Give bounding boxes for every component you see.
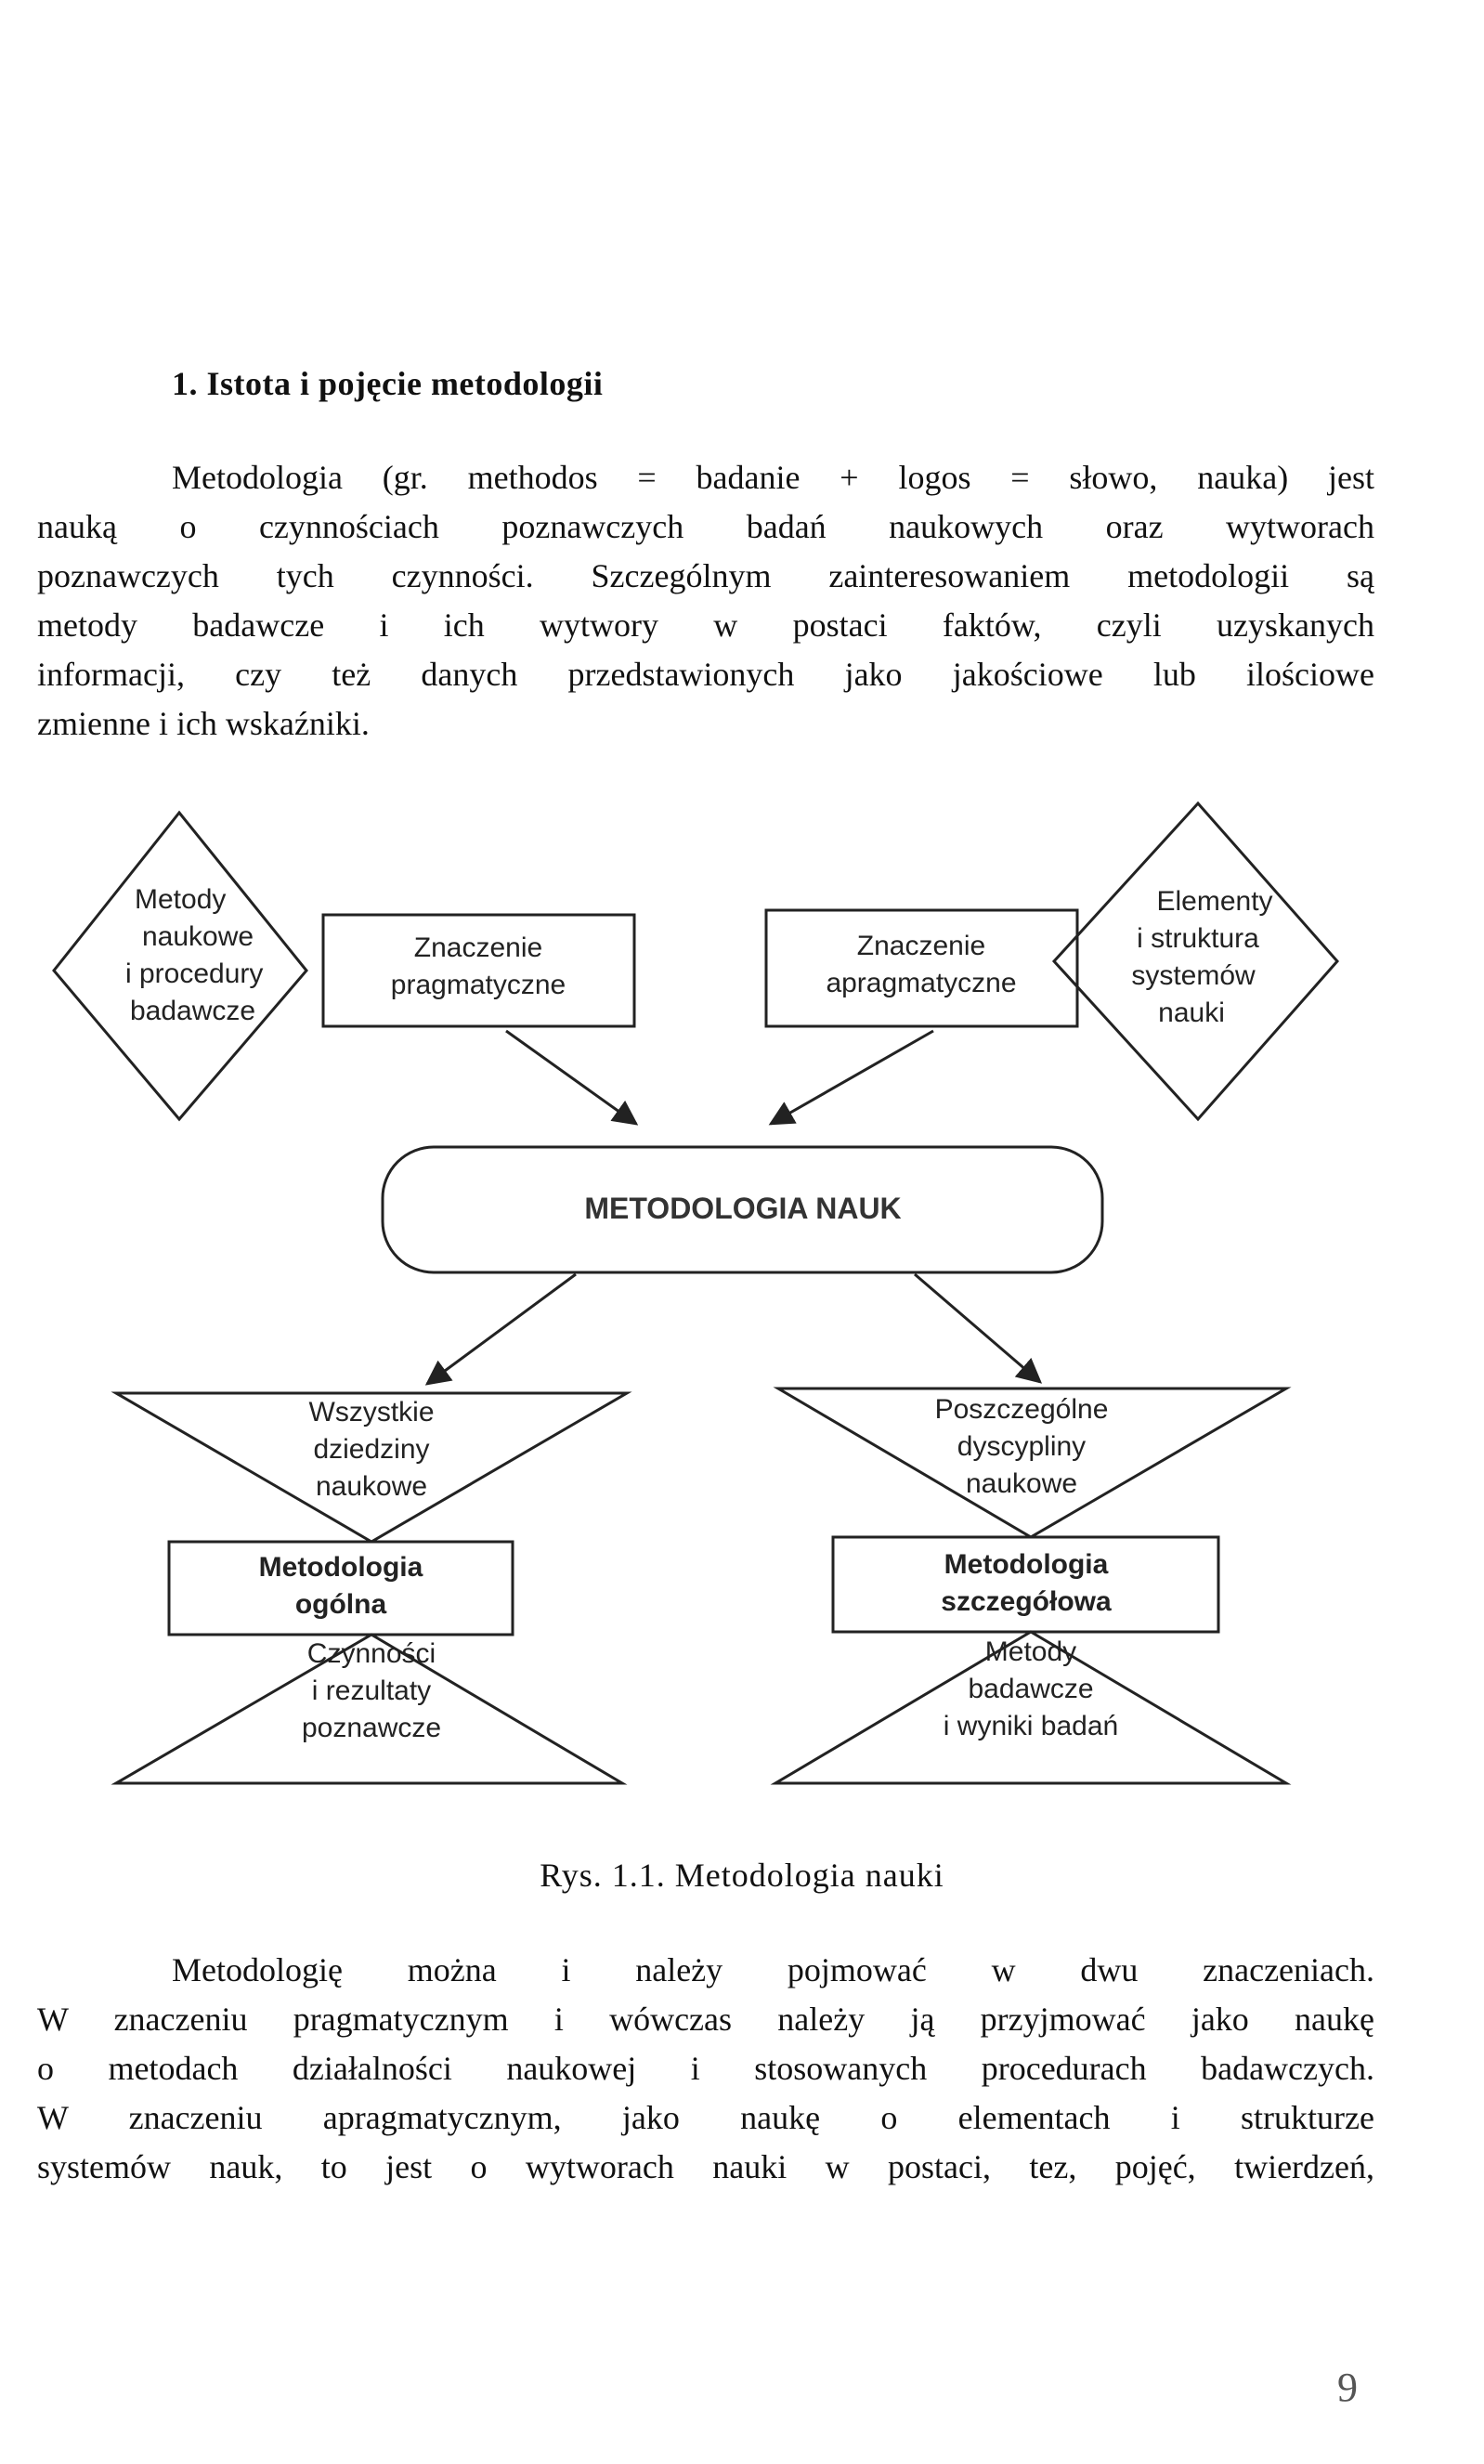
right-diamond-text: i struktura xyxy=(1137,923,1259,954)
paragraph-line: W znaczeniu pragmatycznym i wówczas należy ją przyjmować jako naukę xyxy=(37,2001,1374,2038)
right-bottom-triangle-text: badawcze xyxy=(968,1674,1094,1704)
left-diamond-text: naukowe xyxy=(142,921,254,952)
right-top-triangle-text: Poszczególne xyxy=(934,1394,1109,1425)
apragmatic-box-text: apragmatyczne xyxy=(826,968,1017,998)
left-bottom-triangle-text: poznawcze xyxy=(301,1713,442,1743)
arrow-pragmatic-to-center xyxy=(506,1031,636,1124)
pragmatic-box-text: pragmatyczne xyxy=(390,970,566,1000)
paragraph-line: informacji, czy też danych przedstawionych jako jakościowe lub ilościowe xyxy=(37,656,1374,693)
apragmatic-box-text: Znaczenie xyxy=(856,931,986,961)
right-diamond-text: systemów xyxy=(1131,960,1256,991)
section-heading: 1. Istota i pojęcie metodologii xyxy=(172,365,604,402)
right-diamond-text: nauki xyxy=(1158,997,1225,1028)
paragraph-line: W znaczeniu apragmatycznym, jako naukę o elementach i strukturze xyxy=(37,2099,1374,2136)
arrow-center-to-left xyxy=(427,1274,576,1384)
paragraph-line: zmienne i ich wskaźniki. xyxy=(37,705,370,742)
left-diamond-text: Metody xyxy=(135,884,227,915)
center-box-text: METODOLOGIA NAUK xyxy=(584,1192,902,1225)
right-box-text: szczegółowa xyxy=(941,1586,1112,1617)
figure-caption: Rys. 1.1. Metodologia nauki xyxy=(540,1857,944,1894)
arrow-center-to-right xyxy=(915,1274,1040,1382)
left-top-triangle-text: naukowe xyxy=(315,1471,428,1502)
left-diamond-text: badawcze xyxy=(130,996,256,1026)
pragmatic-box-text: Znaczenie xyxy=(413,932,543,963)
paragraph-line: nauką o czynnościach poznawczych badań naukowych oraz wytworach xyxy=(37,508,1374,545)
right-top-triangle-text: naukowe xyxy=(965,1468,1078,1499)
left-diamond-text: i procedury xyxy=(125,958,264,989)
left-bottom-triangle-text: Czynności xyxy=(306,1638,436,1669)
right-diamond-text: Elementy xyxy=(1156,886,1273,917)
paragraph-line: Metodologia (gr. methodos = badanie + logos = słowo, nauka) jest xyxy=(172,459,1374,496)
paragraph-line: metody badawcze i ich wytwory w postaci faktów, czyli uzyskanych xyxy=(37,606,1374,644)
body-paragraph xyxy=(37,1946,1374,2192)
left-box-text: ogólna xyxy=(294,1589,387,1620)
right-top-triangle-text: dyscypliny xyxy=(957,1431,1087,1462)
left-top-triangle-text: dziedziny xyxy=(313,1434,430,1465)
page-number: 9 xyxy=(1337,2365,1358,2410)
left-box-text: Metodologia xyxy=(258,1552,423,1583)
paragraph-line: poznawczych tych czynności. Szczególnym zainteresowaniem metodologii są xyxy=(37,557,1374,594)
right-box-text: Metodologia xyxy=(944,1549,1109,1580)
paragraph-line: systemów nauk, to jest o wytworach nauki w postaci, tez, pojęć, twierdzeń, xyxy=(37,2148,1374,2185)
arrow-apragmatic-to-center xyxy=(771,1031,933,1124)
right-bottom-triangle-text: i wyniki badań xyxy=(943,1711,1119,1741)
paragraph-line: Metodologię można i należy pojmować w dwu znaczeniach. xyxy=(172,1951,1374,1988)
left-bottom-triangle-text: i rezultaty xyxy=(311,1675,432,1706)
left-top-triangle-text: Wszystkie xyxy=(308,1397,435,1428)
right-bottom-triangle-text: Metody xyxy=(984,1636,1077,1667)
paragraph-line: o metodach działalności naukowej i stosowanych procedurach badawczych. xyxy=(37,2050,1374,2087)
